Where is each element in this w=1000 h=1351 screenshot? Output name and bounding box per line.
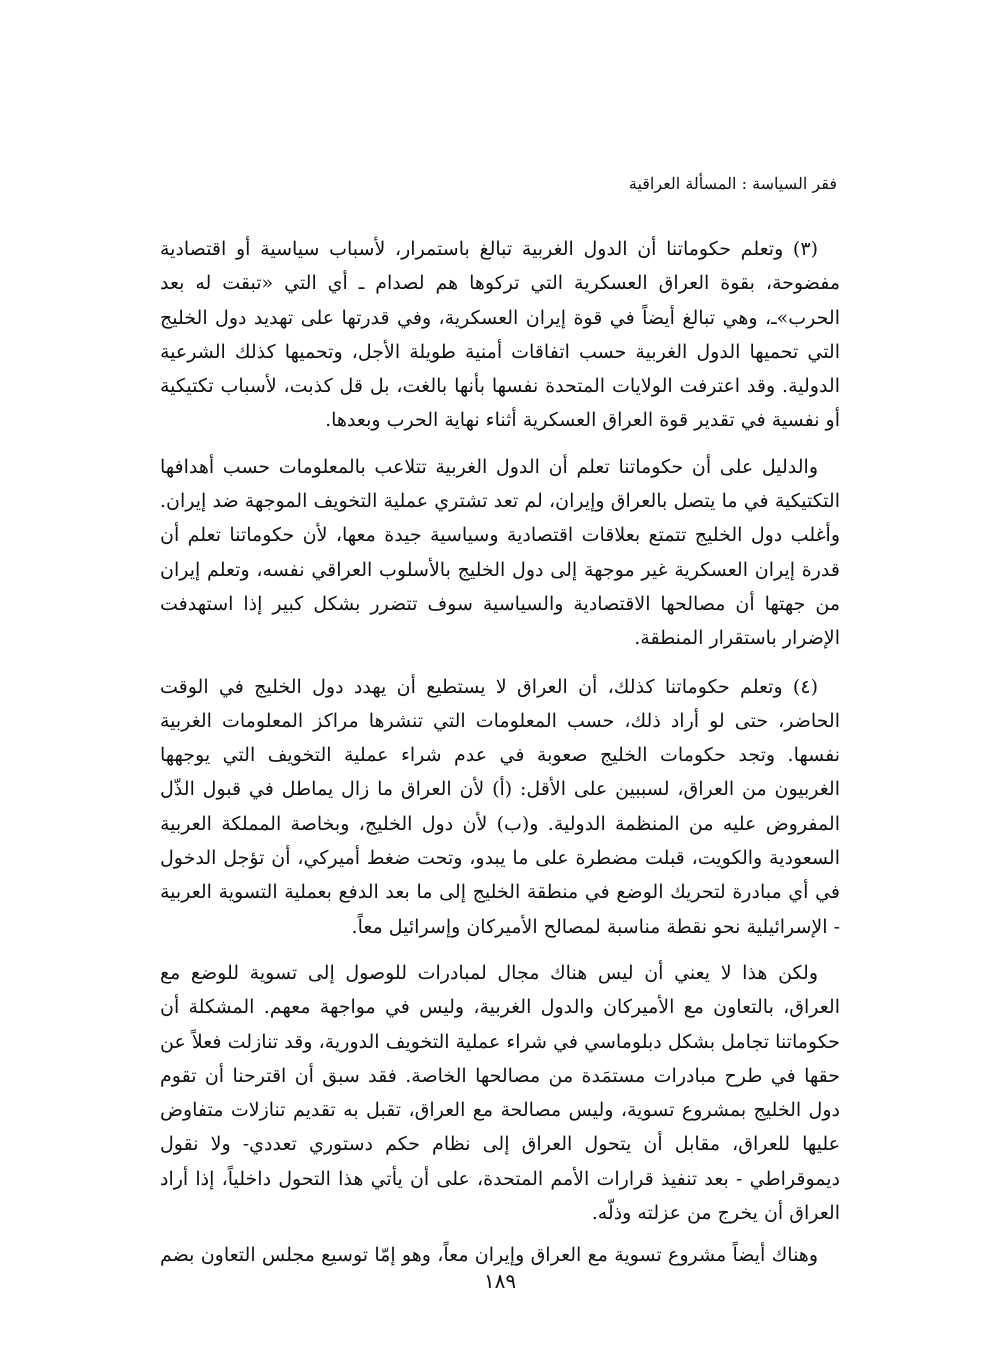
page-number: ١٨٩ xyxy=(483,1269,517,1293)
body-text xyxy=(160,232,840,1273)
paragraph-point-3: (٣) وتعلم حكوماتنا أن الدول الغربية تبالغ باستمرار، لأسباب سياسية أو اقتصادية مفضوحة، بقوة العراق العسكرية التي تركوها هم لصدام ـ أي التي «تبقت له بعد الحرب»ـ، وهي تبالغ أيضاً في قوة إيران العسكرية، وفي قدرتها على تهديد دول الخليج التي تحميها الدول الغربية حسب اتفاقات أمنية طويلة الأجل، وتحميها كذلك الشرعية الدولية. وقد اعترفت الولايات المتحدة نفسها بأنها بالغت، بل قل كذبت، لأسباب تكتيكية أو نفسية في تقدير قوة العراق العسكرية أثناء نهاية الحرب وبعدها. xyxy=(160,238,840,432)
paragraph-point-4: (٤) وتعلم حكوماتنا كذلك، أن العراق لا يستطيع أن يهدد دول الخليج في الوقت الحاضر، حتى لو أراد ذلك، حسب المعلومات التي تنشرها مراكز المعلومات الغربية نفسها. وتجد حكومات الخليج صعوبة في عدم شراء عملية التخويف التي يوجهها الغربيون من العراق، لسببين على الأقل: (أ) لأن العراق ما زال يماطل في قبول الذّل المفروض عليه من المنظمة الدولية. و(ب) لأن دول الخليج، وبخاصة المملكة العربية السعودية والكويت، قبلت مضطرة على ما يبدو، وتحت ضغط أميركي، أن تؤجل الدخول في أي مبادرة لتحريك الوضع في منطقة الخليج إلى ما بعد الدفع بعملية التسوية العربية - الإسرائيلية نحو نقطة مناسبة لمصالح الأميركان وإسرائيل معاً. xyxy=(160,675,840,938)
paragraph-evidence: والدليل على أن حكوماتنا تعلم أن الدول الغربية تتلاعب بالمعلومات حسب أهدافها التكتيكية في ما يتصل بالعراق وإيران، لم تعد تشتري عملية التخويف الموجهة ضد إيران. وأغلب دول الخليج تتمتع بعلاقات اقتصادية وسياسية جيدة معها، لأن حكوماتنا تعلم أن قدرة إيران العسكرية غير موجهة إلى دول الخليج بالأسلوب العراقي نفسه، وتعلم إيران من جهتها أن مصالحها الاقتصادية والسياسية سوف تتضرر بشكل كبير إذا استهدفت الإضرار باستقرار المنطقة. xyxy=(160,455,840,650)
running-header: فقر السياسة : المسألة العراقية xyxy=(628,174,837,193)
paragraph-continuation: وهناك أيضاً مشروع تسوية مع العراق وإيران معاً، وهو إمّا توسيع مجلس التعاون بضم xyxy=(160,1244,818,1267)
paragraph-settlement: ولكن هذا لا يعني أن ليس هناك مجال لمبادرات للوصول إلى تسوية للوضع مع العراق، بالتعاون مع الأميركان والدول الغربية، وليس في مواجهة معهم. المشكلة أن حكوماتنا تجامل بشكل دبلوماسي في شراء عملية التخويف الدورية، وقد تنازلت فعلاً عن حقها في طرح مبادرات مستمَدة من مصالحها الخاصة. فقد سبق أن اقترحنا أن تقوم دول الخليج بمشروع تسوية، وليس مصالحة مع العراق، تقبل به تقديم تنازلات متفاوض عليها للعراق، مقابل أن يتحول العراق إلى نظام حكم دستوري تعددي- ولا نقول ديموقراطي - بعد تنفيذ قرارات الأمم المتحدة، على أن يأتي هذا التحول داخلياً، إذا أراد العراق أن يخرج من عزلته وذلّه. xyxy=(160,961,840,1225)
